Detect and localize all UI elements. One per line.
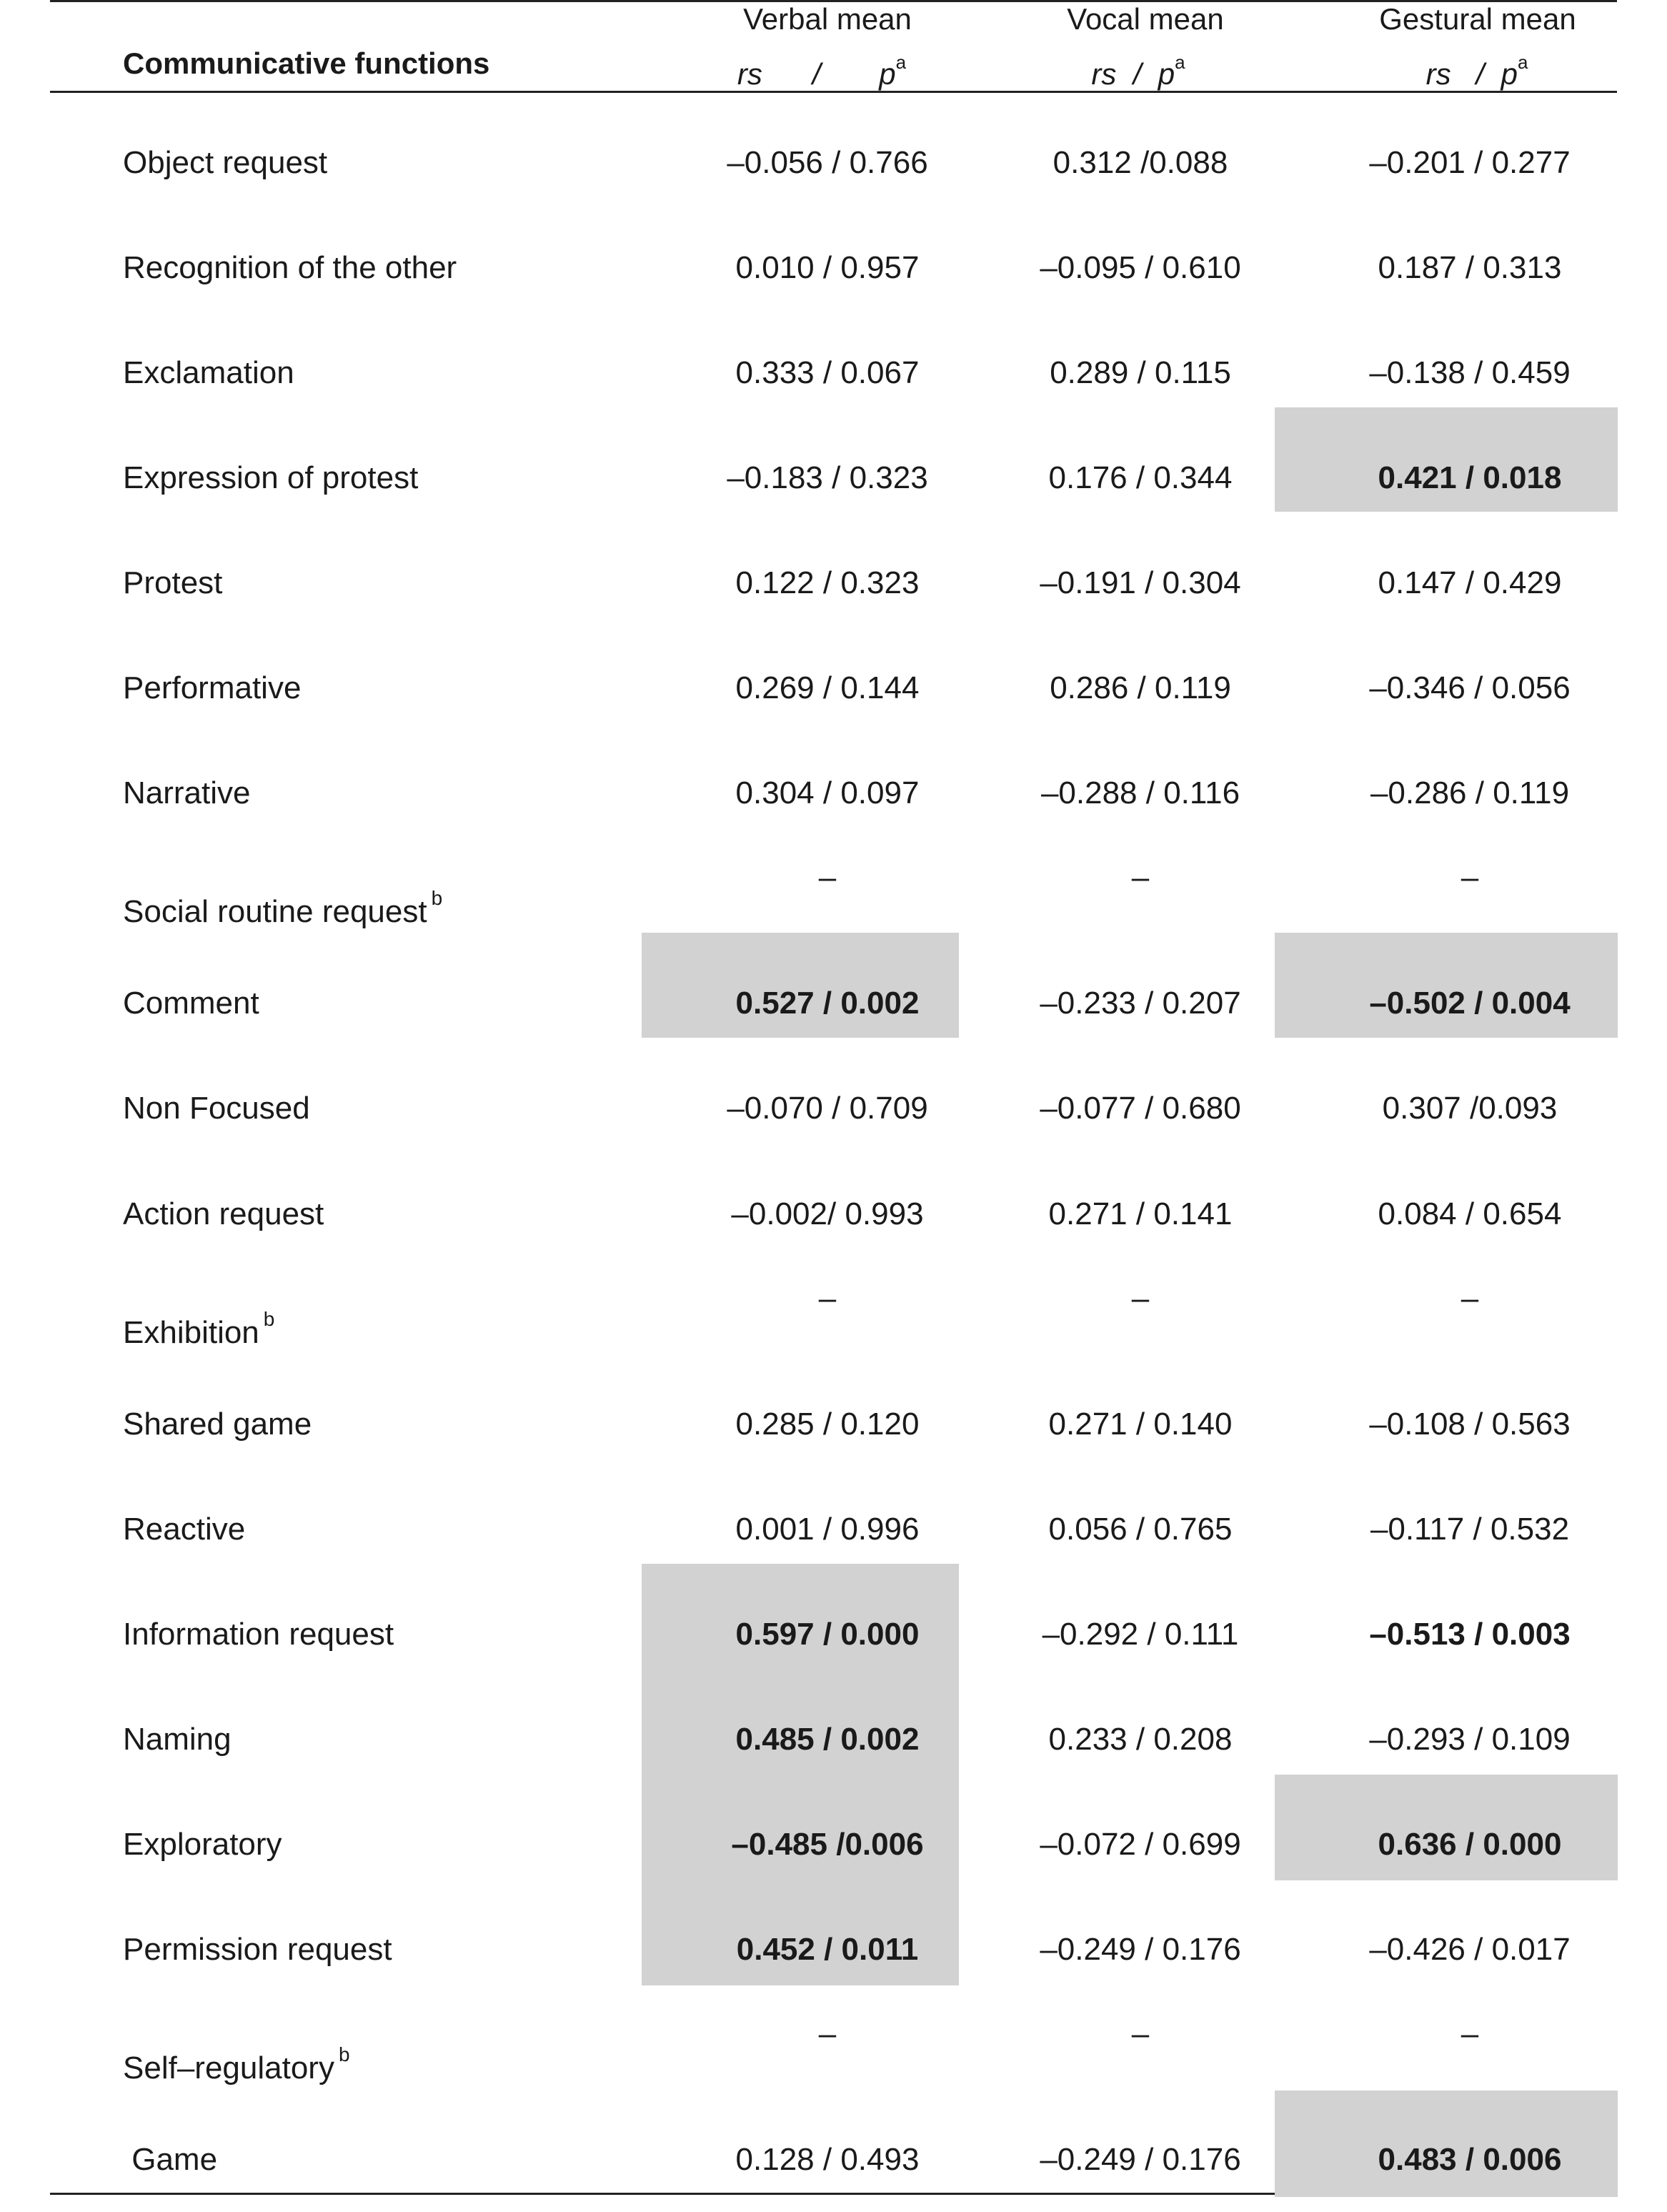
row-label-text: Shared game xyxy=(123,1407,312,1442)
verbal-value: –0.002/ 0.993 xyxy=(731,1196,924,1231)
row-label xyxy=(123,740,251,845)
row-label-text: Self–regulatory xyxy=(123,2050,334,2085)
vocal-value: 0.271 / 0.141 xyxy=(1048,1196,1233,1231)
gestural-value: 0.636 / 0.000 xyxy=(1378,1827,1562,1862)
gestural-value: –0.286 / 0.119 xyxy=(1370,775,1570,810)
verbal-value: 0.452 / 0.011 xyxy=(736,1932,919,1967)
row-label xyxy=(123,215,457,320)
gestural-value: –0.346 / 0.056 xyxy=(1369,670,1571,705)
verbal-value: – xyxy=(818,1281,837,1316)
row-label xyxy=(123,1582,394,1687)
header-verbal-title: Verbal mean xyxy=(743,2,912,36)
verbal-value: –0.183 / 0.323 xyxy=(727,460,928,495)
table-row xyxy=(0,1477,1667,1582)
row-label xyxy=(123,845,442,951)
vocal-value: –0.233 / 0.207 xyxy=(1040,986,1241,1021)
gestural-value: 0.307 /0.093 xyxy=(1382,1091,1558,1126)
row-label-text: Permission request xyxy=(123,1932,392,1967)
gestural-value: 0.187 / 0.313 xyxy=(1378,250,1562,285)
row-label-text: Expression of protest xyxy=(123,460,419,495)
gestural-value: –0.502 / 0.004 xyxy=(1369,986,1571,1021)
table-row xyxy=(0,845,1667,951)
verbal-value: – xyxy=(818,860,837,895)
row-label xyxy=(123,951,259,1056)
verbal-value: 0.527 / 0.002 xyxy=(735,986,920,1021)
vocal-value: 0.312 /0.088 xyxy=(1053,145,1228,180)
row-label xyxy=(123,530,222,635)
vocal-value: – xyxy=(1131,860,1150,895)
row-label xyxy=(123,1687,232,1792)
row-label-text: Exhibition xyxy=(123,1315,259,1350)
row-label-text: Game xyxy=(123,2142,218,2177)
gestural-value: –0.201 / 0.277 xyxy=(1369,145,1571,180)
row-label-text: Object request xyxy=(123,145,328,180)
verbal-value: 0.128 / 0.493 xyxy=(735,2142,920,2177)
table-row xyxy=(0,2107,1667,2212)
row-label-text: Naming xyxy=(123,1722,232,1757)
row-label xyxy=(123,110,327,215)
row-label-text: Protest xyxy=(123,565,223,600)
header-gestural-stat: rs / $p^a$ xyxy=(1425,51,1528,91)
gestural-value: –0.513 / 0.003 xyxy=(1369,1617,1571,1652)
vocal-value: –0.249 / 0.176 xyxy=(1040,2142,1241,2177)
verbal-value: 0.597 / 0.000 xyxy=(735,1617,920,1652)
row-label xyxy=(123,1477,245,1582)
row-label-text: Comment xyxy=(123,986,259,1021)
vocal-value: –0.249 / 0.176 xyxy=(1040,1932,1241,1967)
vocal-value: – xyxy=(1131,2016,1150,2051)
row-label xyxy=(123,1792,282,1897)
gestural-value: –0.117 / 0.532 xyxy=(1370,1512,1570,1547)
vocal-value: 0.233 / 0.208 xyxy=(1048,1722,1233,1757)
header-functions-label: Communicative functions xyxy=(123,46,490,80)
gestural-value: 0.147 / 0.429 xyxy=(1378,565,1562,600)
row-label-text: Narrative xyxy=(123,775,251,810)
row-label-footnote: b xyxy=(431,887,443,909)
table-row xyxy=(0,110,1667,215)
table-row xyxy=(0,740,1667,845)
vocal-value: 0.286 / 0.119 xyxy=(1050,670,1231,705)
verbal-value: 0.285 / 0.120 xyxy=(735,1407,920,1442)
vocal-value: –0.191 / 0.304 xyxy=(1040,565,1241,600)
table-row xyxy=(0,1582,1667,1687)
table-row xyxy=(0,635,1667,740)
table-row xyxy=(0,1372,1667,1477)
row-label-text: Exclamation xyxy=(123,355,294,390)
row-label-text: Performative xyxy=(123,670,302,705)
row-label-footnote: b xyxy=(263,1308,275,1330)
vocal-value: – xyxy=(1131,1281,1150,1316)
verbal-value: – xyxy=(818,2016,837,2051)
row-label-text: Reactive xyxy=(123,1512,246,1547)
verbal-value: 0.122 / 0.323 xyxy=(735,565,920,600)
vocal-value: –0.288 / 0.116 xyxy=(1040,775,1240,810)
gestural-value: –0.293 / 0.109 xyxy=(1369,1722,1571,1757)
gestural-value: –0.426 / 0.017 xyxy=(1369,1932,1571,1967)
row-label xyxy=(123,2107,217,2212)
row-label-text: Recognition of the other xyxy=(123,250,457,285)
table-row xyxy=(0,2002,1667,2107)
verbal-value: 0.485 / 0.002 xyxy=(735,1722,920,1757)
row-label xyxy=(123,1266,274,1372)
verbal-value: 0.269 / 0.144 xyxy=(735,670,920,705)
vocal-value: 0.271 / 0.140 xyxy=(1048,1407,1233,1442)
header-gestural-title: Gestural mean xyxy=(1379,2,1576,36)
header-verbal-stat: rs / $p^a$ xyxy=(737,51,907,91)
row-label xyxy=(123,425,418,530)
table-row xyxy=(0,1687,1667,1792)
gestural-value: 0.084 / 0.654 xyxy=(1378,1196,1562,1231)
gestural-value: – xyxy=(1461,2016,1479,2051)
gestural-value: –0.138 / 0.459 xyxy=(1369,355,1571,390)
row-label xyxy=(123,1897,392,2002)
row-label xyxy=(123,320,294,425)
row-label xyxy=(123,1372,312,1477)
table-row xyxy=(0,1056,1667,1161)
row-label-text: Social routine request xyxy=(123,894,427,929)
vocal-value: 0.289 / 0.115 xyxy=(1050,355,1231,390)
verbal-value: 0.010 / 0.957 xyxy=(735,250,920,285)
verbal-value: 0.001 / 0.996 xyxy=(735,1512,920,1547)
vocal-value: –0.077 / 0.680 xyxy=(1040,1091,1241,1126)
table-row xyxy=(0,215,1667,320)
verbal-value: 0.304 / 0.097 xyxy=(735,775,920,810)
verbal-value: –0.485 /0.006 xyxy=(731,1827,924,1862)
vocal-value: 0.056 / 0.765 xyxy=(1048,1512,1233,1547)
vocal-value: –0.292 / 0.111 xyxy=(1042,1617,1239,1652)
verbal-value: 0.333 / 0.067 xyxy=(735,355,920,390)
row-label-footnote: b xyxy=(338,2043,350,2065)
table-row xyxy=(0,1161,1667,1266)
gestural-value: 0.421 / 0.018 xyxy=(1378,460,1562,495)
table-row xyxy=(0,1792,1667,1897)
table-row xyxy=(0,425,1667,530)
row-label xyxy=(123,635,301,740)
verbal-value: –0.070 / 0.709 xyxy=(727,1091,928,1126)
row-label-text: Non Focused xyxy=(123,1091,310,1126)
header-vocal-title: Vocal mean xyxy=(1067,2,1224,36)
row-label-text: Action request xyxy=(123,1196,324,1231)
gestural-value: – xyxy=(1461,860,1479,895)
vocal-value: –0.095 / 0.610 xyxy=(1040,250,1241,285)
row-label xyxy=(123,2002,350,2107)
table-row xyxy=(0,320,1667,425)
verbal-value: –0.056 / 0.766 xyxy=(727,145,928,180)
row-label-text: Exploratory xyxy=(123,1827,282,1862)
gestural-value: –0.108 / 0.563 xyxy=(1369,1407,1571,1442)
row-label xyxy=(123,1056,310,1161)
table-row xyxy=(0,951,1667,1056)
table-row xyxy=(0,530,1667,635)
gestural-value: – xyxy=(1461,1281,1479,1316)
vocal-value: –0.072 / 0.699 xyxy=(1040,1827,1241,1862)
vocal-value: 0.176 / 0.344 xyxy=(1048,460,1233,495)
gestural-value: 0.483 / 0.006 xyxy=(1378,2142,1562,2177)
header-vocal-stat: rs / $p^a$ xyxy=(1091,51,1185,91)
row-label xyxy=(123,1161,324,1266)
table-row xyxy=(0,1266,1667,1372)
table-row xyxy=(0,1897,1667,2002)
row-label-text: Information request xyxy=(123,1617,394,1652)
